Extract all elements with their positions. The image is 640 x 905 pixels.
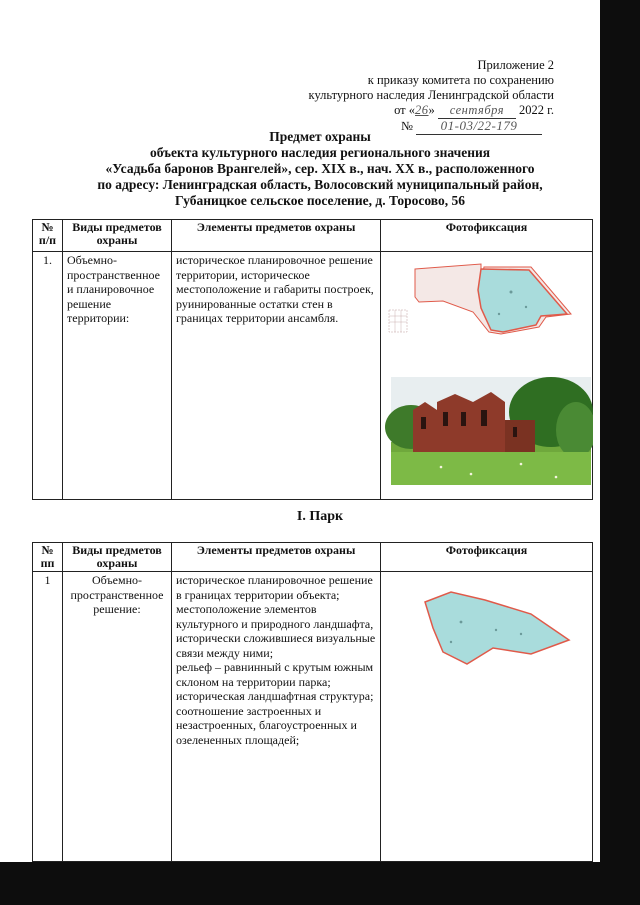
ruins-photo — [385, 377, 593, 485]
row-number: 1 — [33, 572, 63, 862]
col-header-elements: Элементы предметов охраны — [172, 543, 381, 572]
row-elements — [172, 572, 381, 862]
map-plot-territory — [389, 264, 571, 334]
table-row — [33, 252, 593, 500]
committee-line: культурного наследия Ленинградской области — [308, 88, 554, 102]
doc-subtitle-3: по адресу: Ленинградская область, Волосовский муниципальный район, — [97, 177, 543, 192]
territory-map-image — [381, 252, 593, 495]
table-park — [32, 542, 593, 862]
photo-cell — [381, 252, 593, 500]
table-header-row — [33, 220, 593, 252]
col-header-elements: Элементы предметов охраны — [172, 220, 381, 252]
element-item: историческое планировочное решение в границах территории объекта; — [176, 573, 373, 602]
park-map-image — [381, 572, 593, 672]
doc-subtitle-2: «Усадьба баронов Врангелей», сер. XIX в., нач. XX в., расположенного — [105, 161, 535, 176]
order-number: № 01-03/22-179 — [401, 118, 542, 135]
table-territory — [32, 219, 593, 500]
doc-subtitle-1: объекта культурного наследия регионального значения — [149, 145, 491, 160]
handwritten-day: 26 — [415, 103, 429, 117]
table-header-row — [33, 543, 593, 572]
order-date: от «26» сентября 2022 г. — [394, 103, 554, 117]
row-number: 1. — [33, 252, 63, 500]
element-item: местоположение элементов культурного и природного ландшафта, исторически сложившиеся визуальные связи между ними; — [176, 602, 376, 660]
appendix-label: Приложение 2 — [477, 58, 554, 72]
handwritten-number: 01-03/22-179 — [416, 118, 542, 135]
row-type: Объемно-пространственное решение: — [63, 572, 172, 862]
doc-subtitle-4: Губаницкое сельское поселение, д. Торосово, 56 — [175, 193, 465, 208]
doc-title: Предмет охраны — [269, 129, 371, 144]
element-item: историческая ландшафтная структура; — [176, 689, 374, 703]
element-item: рельеф – равнинный с крутым южным склоном на территории парка; — [176, 660, 374, 689]
map-plot-park — [425, 592, 569, 664]
order-line: к приказу комитета по сохранению — [367, 73, 554, 87]
photo-cell — [381, 572, 593, 862]
handwritten-month: сентября — [438, 102, 516, 119]
col-header-type: Виды предметов охраны — [63, 220, 172, 252]
scan-border — [0, 862, 640, 905]
col-header-type: Виды предметов охраны — [63, 543, 172, 572]
col-header-photo: Фотофиксация — [381, 220, 593, 252]
col-header-num: № п/п — [33, 220, 63, 252]
section-title-park: I. Парк — [296, 509, 344, 524]
element-item: соотношение застроенных и незастроенных, благоустроенных и озелененных площадей; — [176, 703, 357, 747]
row-type: Объемно-пространственное и планировочное решение территории: — [63, 252, 172, 500]
col-header-num: № пп — [33, 543, 63, 572]
row-elements: историческое планировочное решение территории, историческое местоположение и габариты построек, руинированные остатки стен в границах территории ансамбля. — [172, 252, 381, 500]
table-row — [33, 572, 593, 862]
col-header-photo: Фотофиксация — [381, 543, 593, 572]
